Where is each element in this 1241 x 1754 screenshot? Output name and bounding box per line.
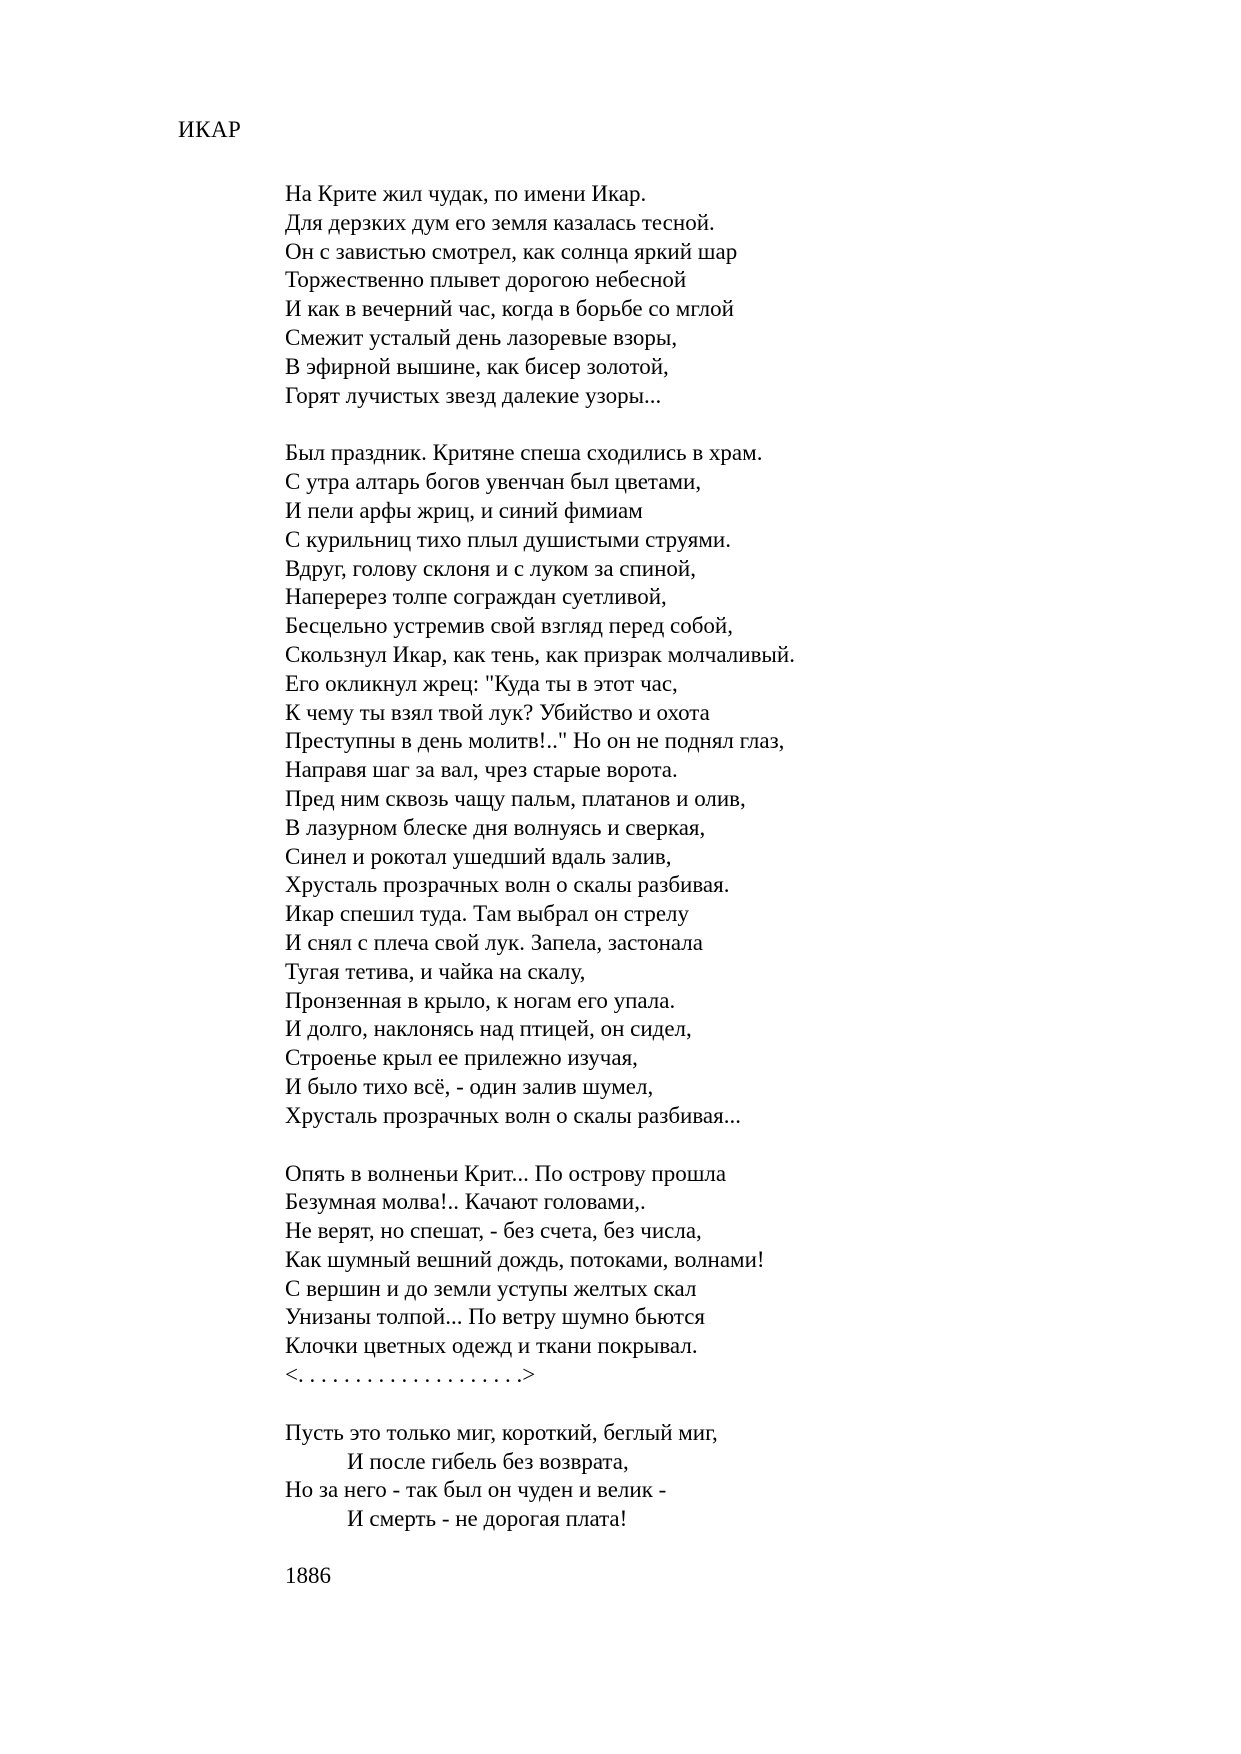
stanza [285,180,1185,410]
poem-line: С вершин и до земли уступы желтых скал [285,1275,697,1301]
poem-line: Унизаны толпой... По ветру шумно бьются [285,1304,706,1330]
poem-line: И пели арфы жриц, и синий фимиам [285,497,643,523]
poem-line: Преступны в день молитв!.." Но он не поднял глаз, [285,728,785,754]
stanza [285,1419,1185,1534]
poem-line: Хрусталь прозрачных волн о скалы разбивая. [285,872,730,898]
poem-line: Синел и рокотал ушедший вдаль залив, [285,843,672,869]
poem-line: С утра алтарь богов увенчан был цветами, [285,469,702,495]
poem-line: В лазурном блеске дня волнуясь и сверкая, [285,814,706,840]
poem-line: И после гибель без возврата, [347,1448,629,1474]
poem-line: Смежит усталый день лазоревые взоры, [285,324,678,350]
poem-line: Опять в волненьи Крит... По острову прошла [285,1160,727,1186]
poem-line: Пред ним сквозь чащу пальм, платанов и олив, [285,785,746,811]
poem-line: Пронзенная в крыло, к ногам его упала. [285,987,676,1013]
poem-line: Хрусталь прозрачных волн о скалы разбивая... [285,1102,741,1128]
poem-line: Направя шаг за вал, чрез старые ворота. [285,757,678,783]
poem-line: В эфирной вышине, как бисер золотой, [285,353,669,379]
poem-year: 1886 [285,1563,331,1588]
poem-line: Клочки цветных одежд и ткани покрывал. [285,1333,698,1359]
poem-line: Как шумный вешний дождь, потоками, волнами! [285,1246,765,1272]
stanza [285,1160,1185,1390]
poem-line: Торжественно плывет дорогою небесной [285,267,687,293]
poem-line: Скользнул Икар, как тень, как призрак молчаливый. [285,641,795,667]
poem-line: Строенье крыл ее прилежно изучая, [285,1045,638,1071]
poem-line: К чему ты взял твой лук? Убийство и охота [285,699,710,725]
poem-line: И было тихо всё, - один залив шумел, [285,1073,654,1099]
poem-line: Его окликнул жрец: "Куда ты в этот час, [285,670,678,696]
poem-line: <. . . . . . . . . . . . . . . . . . . .> [285,1362,536,1388]
poem-line: Тугая тетива, и чайка на скалу, [285,958,586,984]
poem-line: Но за него - так был он чуден и велик - [285,1477,667,1503]
poem-line: Вдруг, голову склоня и с луком за спиной, [285,555,696,581]
poem-line: На Крите жил чудак, по имени Икар. [285,181,647,206]
poem-line: Не верят, но спешат, - без счета, без числа, [285,1218,702,1244]
poem-line: Наперерез толпе сограждан суетливой, [285,584,667,610]
poem-line: С курильниц тихо плыл душистыми струями. [285,526,731,552]
poem-line: Для дерзких дум его земля казалась тесной. [285,209,715,235]
poem-title: ИКАР [178,117,242,142]
poem-line: И снял с плеча свой лук. Запела, застонала [285,929,703,955]
poem-line: И долго, наклонясь над птицей, он сидел, [285,1016,692,1042]
poem-line: Икар спешил туда. Там выбрал он стрелу [285,901,690,927]
poem-line: Пусть это только миг, короткий, беглый миг, [285,1419,718,1445]
poem-line: И как в вечерний час, когда в борьбе со мглой [285,296,734,322]
poem-line: Он с завистью смотрел, как солнца яркий шар [285,238,738,264]
poem-line: Был праздник. Критяне спеша сходились в храм. [285,440,763,466]
poem-line: Безумная молва!.. Качают головами,. [285,1189,646,1215]
poem-body [285,180,1185,1563]
stanza [285,439,1185,1130]
poem-line: И смерть - не дорогая плата! [347,1506,628,1532]
poem-line: Бесцельно устремив свой взгляд перед собой, [285,613,733,639]
poem-line: Горят лучистых звезд далекие узоры... [285,382,662,408]
